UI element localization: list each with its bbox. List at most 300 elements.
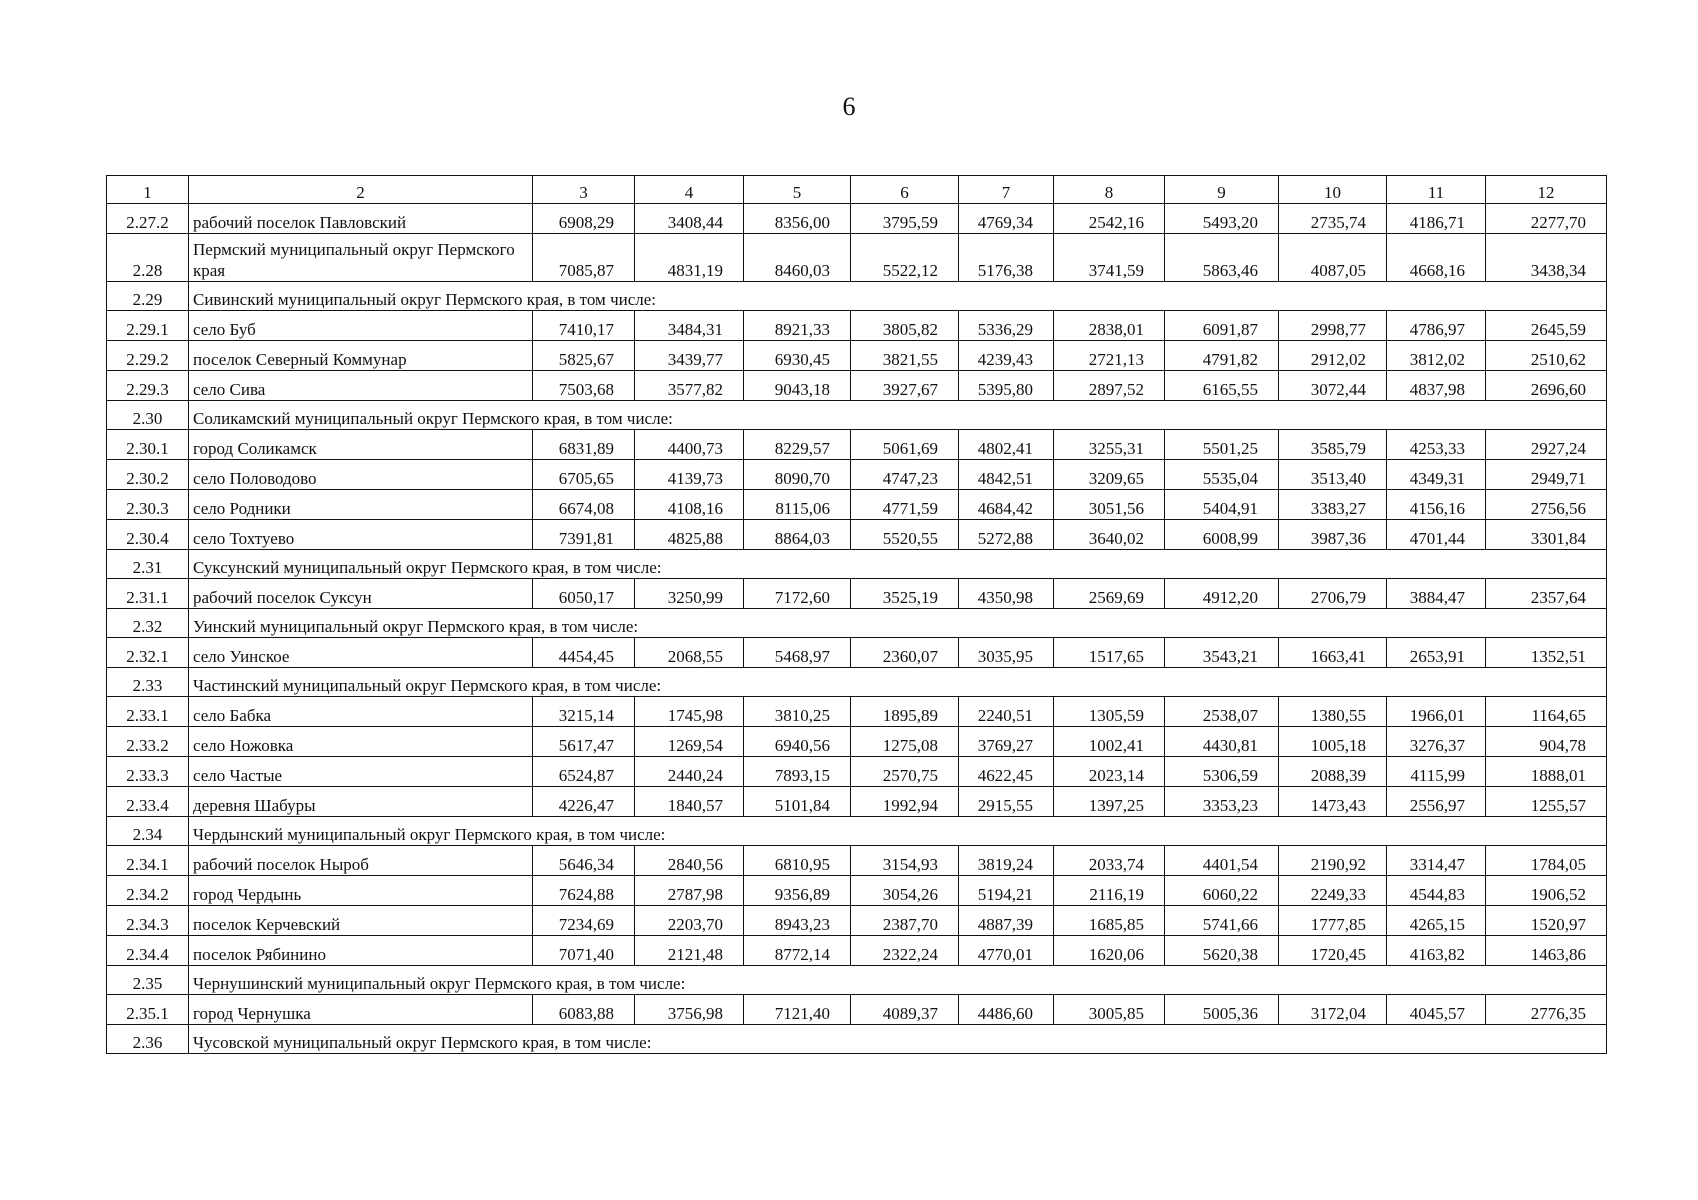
value-cell: 6930,45 (744, 341, 851, 371)
group-name: Частинский муниципальный округ Пермского края, в том числе: (189, 668, 1607, 697)
group-row (107, 668, 1607, 697)
value-cell: 2538,07 (1165, 697, 1279, 727)
value-cell: 4684,42 (959, 490, 1054, 520)
row-code: 2.33.3 (107, 757, 189, 787)
value-cell: 2756,56 (1486, 490, 1607, 520)
value-cell: 6083,88 (533, 995, 635, 1025)
value-cell: 2542,16 (1054, 204, 1165, 234)
row-name: рабочий поселок Павловский (189, 204, 533, 234)
row-name: город Соликамск (189, 430, 533, 460)
column-header: 6 (851, 176, 959, 204)
value-cell: 1473,43 (1279, 787, 1387, 817)
value-cell: 6810,95 (744, 846, 851, 876)
row-code: 2.34.2 (107, 876, 189, 906)
value-cell: 5863,46 (1165, 234, 1279, 282)
value-cell: 4887,39 (959, 906, 1054, 936)
table-row (107, 727, 1607, 757)
value-cell: 2440,24 (635, 757, 744, 787)
value-cell: 3438,34 (1486, 234, 1607, 282)
value-cell: 1275,08 (851, 727, 959, 757)
group-row (107, 966, 1607, 995)
value-cell: 4401,54 (1165, 846, 1279, 876)
value-cell: 4771,59 (851, 490, 959, 520)
row-name: село Половодово (189, 460, 533, 490)
row-name: село Сива (189, 371, 533, 401)
row-name: рабочий поселок Ныроб (189, 846, 533, 876)
value-cell: 5005,36 (1165, 995, 1279, 1025)
value-cell: 3072,44 (1279, 371, 1387, 401)
value-cell: 4770,01 (959, 936, 1054, 966)
value-cell: 2033,74 (1054, 846, 1165, 876)
table-row (107, 936, 1607, 966)
value-cell: 4747,23 (851, 460, 959, 490)
column-header: 3 (533, 176, 635, 204)
row-code: 2.31 (107, 550, 189, 579)
group-row (107, 609, 1607, 638)
value-cell: 3314,47 (1387, 846, 1486, 876)
value-cell: 4265,15 (1387, 906, 1486, 936)
row-code: 2.31.1 (107, 579, 189, 609)
row-name: рабочий поселок Суксун (189, 579, 533, 609)
value-cell: 5825,67 (533, 341, 635, 371)
value-cell: 4108,16 (635, 490, 744, 520)
value-cell: 8460,03 (744, 234, 851, 282)
value-cell: 8115,06 (744, 490, 851, 520)
table-row (107, 697, 1607, 727)
value-cell: 8356,00 (744, 204, 851, 234)
value-cell: 1520,97 (1486, 906, 1607, 936)
value-cell: 7234,69 (533, 906, 635, 936)
value-cell: 1005,18 (1279, 727, 1387, 757)
value-cell: 4769,34 (959, 204, 1054, 234)
value-cell: 2088,39 (1279, 757, 1387, 787)
value-cell: 2706,79 (1279, 579, 1387, 609)
value-cell: 2998,77 (1279, 311, 1387, 341)
value-cell: 6165,55 (1165, 371, 1279, 401)
value-cell: 8090,70 (744, 460, 851, 490)
value-cell: 3927,67 (851, 371, 959, 401)
value-cell: 4349,31 (1387, 460, 1486, 490)
value-cell: 8921,33 (744, 311, 851, 341)
row-name: село Ножовка (189, 727, 533, 757)
value-cell: 2949,71 (1486, 460, 1607, 490)
value-cell: 2645,59 (1486, 311, 1607, 341)
value-cell: 2190,92 (1279, 846, 1387, 876)
value-cell: 1906,52 (1486, 876, 1607, 906)
value-cell: 6050,17 (533, 579, 635, 609)
value-cell: 4045,57 (1387, 995, 1486, 1025)
value-cell: 6091,87 (1165, 311, 1279, 341)
value-cell: 5501,25 (1165, 430, 1279, 460)
value-cell: 3805,82 (851, 311, 959, 341)
value-cell: 3543,21 (1165, 638, 1279, 668)
column-header: 5 (744, 176, 851, 204)
value-cell: 9356,89 (744, 876, 851, 906)
group-name: Уинский муниципальный округ Пермского края, в том числе: (189, 609, 1607, 638)
row-name: поселок Керчевский (189, 906, 533, 936)
value-cell: 5468,97 (744, 638, 851, 668)
value-cell: 5404,91 (1165, 490, 1279, 520)
row-code: 2.35 (107, 966, 189, 995)
value-cell: 3054,26 (851, 876, 959, 906)
table-row (107, 234, 1607, 282)
value-cell: 5646,34 (533, 846, 635, 876)
row-code: 2.30.2 (107, 460, 189, 490)
value-cell: 5535,04 (1165, 460, 1279, 490)
value-cell: 2023,14 (1054, 757, 1165, 787)
row-code: 2.30 (107, 401, 189, 430)
value-cell: 1840,57 (635, 787, 744, 817)
value-cell: 1784,05 (1486, 846, 1607, 876)
value-cell: 1269,54 (635, 727, 744, 757)
group-name: Чердынский муниципальный округ Пермского края, в том числе: (189, 817, 1607, 846)
row-code: 2.30.3 (107, 490, 189, 520)
value-cell: 3301,84 (1486, 520, 1607, 550)
group-row (107, 401, 1607, 430)
value-cell: 4831,19 (635, 234, 744, 282)
value-cell: 3383,27 (1279, 490, 1387, 520)
value-cell: 7624,88 (533, 876, 635, 906)
row-code: 2.34.4 (107, 936, 189, 966)
value-cell: 8864,03 (744, 520, 851, 550)
row-name: поселок Рябинино (189, 936, 533, 966)
value-cell: 6940,56 (744, 727, 851, 757)
value-cell: 1305,59 (1054, 697, 1165, 727)
row-code: 2.32 (107, 609, 189, 638)
value-cell: 2556,97 (1387, 787, 1486, 817)
value-cell: 4350,98 (959, 579, 1054, 609)
value-cell: 7085,87 (533, 234, 635, 282)
value-cell: 6831,89 (533, 430, 635, 460)
value-cell: 4163,82 (1387, 936, 1486, 966)
value-cell: 904,78 (1486, 727, 1607, 757)
value-cell: 4837,98 (1387, 371, 1486, 401)
table-row (107, 341, 1607, 371)
value-cell: 7071,40 (533, 936, 635, 966)
value-cell: 4226,47 (533, 787, 635, 817)
value-cell: 5520,55 (851, 520, 959, 550)
value-cell: 4239,43 (959, 341, 1054, 371)
value-cell: 5101,84 (744, 787, 851, 817)
row-code: 2.30.1 (107, 430, 189, 460)
value-cell: 3408,44 (635, 204, 744, 234)
table-row (107, 876, 1607, 906)
table-row (107, 520, 1607, 550)
row-name: деревня Шабуры (189, 787, 533, 817)
value-cell: 3769,27 (959, 727, 1054, 757)
row-name: город Чердынь (189, 876, 533, 906)
value-cell: 2203,70 (635, 906, 744, 936)
value-cell: 3577,82 (635, 371, 744, 401)
value-cell: 7121,40 (744, 995, 851, 1025)
value-cell: 5272,88 (959, 520, 1054, 550)
value-cell: 1463,86 (1486, 936, 1607, 966)
value-cell: 4486,60 (959, 995, 1054, 1025)
value-cell: 2121,48 (635, 936, 744, 966)
value-cell: 4668,16 (1387, 234, 1486, 282)
value-cell: 5061,69 (851, 430, 959, 460)
column-header: 2 (189, 176, 533, 204)
value-cell: 3035,95 (959, 638, 1054, 668)
value-cell: 2735,74 (1279, 204, 1387, 234)
value-cell: 5493,20 (1165, 204, 1279, 234)
value-cell: 7503,68 (533, 371, 635, 401)
value-cell: 3810,25 (744, 697, 851, 727)
value-cell: 2912,02 (1279, 341, 1387, 371)
row-name: село Бабка (189, 697, 533, 727)
row-name: поселок Северный Коммунар (189, 341, 533, 371)
value-cell: 2116,19 (1054, 876, 1165, 906)
value-cell: 2360,07 (851, 638, 959, 668)
group-name: Чусовской муниципальный округ Пермского края, в том числе: (189, 1025, 1607, 1054)
row-code: 2.36 (107, 1025, 189, 1054)
value-cell: 5395,80 (959, 371, 1054, 401)
row-name: город Чернушка (189, 995, 533, 1025)
tariff-table (106, 175, 1607, 1054)
value-cell: 1517,65 (1054, 638, 1165, 668)
row-code: 2.29.3 (107, 371, 189, 401)
table-header-row (107, 176, 1607, 204)
row-name: село Тохтуево (189, 520, 533, 550)
value-cell: 1888,01 (1486, 757, 1607, 787)
value-cell: 4454,45 (533, 638, 635, 668)
group-row (107, 282, 1607, 311)
table-row (107, 430, 1607, 460)
value-cell: 4400,73 (635, 430, 744, 460)
value-cell: 4802,41 (959, 430, 1054, 460)
group-row (107, 1025, 1607, 1054)
table-row (107, 490, 1607, 520)
value-cell: 1164,65 (1486, 697, 1607, 727)
value-cell: 1352,51 (1486, 638, 1607, 668)
row-name: село Буб (189, 311, 533, 341)
value-cell: 4253,33 (1387, 430, 1486, 460)
value-cell: 3250,99 (635, 579, 744, 609)
table-row (107, 906, 1607, 936)
value-cell: 2357,64 (1486, 579, 1607, 609)
row-name: село Уинское (189, 638, 533, 668)
value-cell: 3276,37 (1387, 727, 1486, 757)
value-cell: 2570,75 (851, 757, 959, 787)
row-code: 2.34.3 (107, 906, 189, 936)
column-header: 4 (635, 176, 744, 204)
value-cell: 5522,12 (851, 234, 959, 282)
value-cell: 2387,70 (851, 906, 959, 936)
column-header: 10 (1279, 176, 1387, 204)
row-code: 2.29.1 (107, 311, 189, 341)
row-code: 2.30.4 (107, 520, 189, 550)
value-cell: 1966,01 (1387, 697, 1486, 727)
value-cell: 2322,24 (851, 936, 959, 966)
value-cell: 3812,02 (1387, 341, 1486, 371)
table-row (107, 371, 1607, 401)
value-cell: 7410,17 (533, 311, 635, 341)
value-cell: 2927,24 (1486, 430, 1607, 460)
value-cell: 1620,06 (1054, 936, 1165, 966)
value-cell: 8229,57 (744, 430, 851, 460)
value-cell: 3525,19 (851, 579, 959, 609)
value-cell: 6008,99 (1165, 520, 1279, 550)
column-header: 7 (959, 176, 1054, 204)
value-cell: 4089,37 (851, 995, 959, 1025)
value-cell: 4842,51 (959, 460, 1054, 490)
value-cell: 2915,55 (959, 787, 1054, 817)
value-cell: 2653,91 (1387, 638, 1486, 668)
value-cell: 1992,94 (851, 787, 959, 817)
value-cell: 1895,89 (851, 697, 959, 727)
value-cell: 2787,98 (635, 876, 744, 906)
table-row (107, 638, 1607, 668)
value-cell: 5617,47 (533, 727, 635, 757)
value-cell: 4701,44 (1387, 520, 1486, 550)
value-cell: 5306,59 (1165, 757, 1279, 787)
column-header: 1 (107, 176, 189, 204)
row-code: 2.29 (107, 282, 189, 311)
value-cell: 1380,55 (1279, 697, 1387, 727)
value-cell: 4544,83 (1387, 876, 1486, 906)
value-cell: 3154,93 (851, 846, 959, 876)
table-row (107, 757, 1607, 787)
value-cell: 5620,38 (1165, 936, 1279, 966)
value-cell: 1255,57 (1486, 787, 1607, 817)
value-cell: 1685,85 (1054, 906, 1165, 936)
table-row (107, 460, 1607, 490)
value-cell: 8943,23 (744, 906, 851, 936)
value-cell: 4912,20 (1165, 579, 1279, 609)
group-name: Соликамский муниципальный округ Пермского края, в том числе: (189, 401, 1607, 430)
value-cell: 3353,23 (1165, 787, 1279, 817)
group-name: Чернушинский муниципальный округ Пермского края, в том числе: (189, 966, 1607, 995)
group-name: Сивинский муниципальный округ Пермского края, в том числе: (189, 282, 1607, 311)
value-cell: 4622,45 (959, 757, 1054, 787)
value-cell: 1777,85 (1279, 906, 1387, 936)
value-cell: 6674,08 (533, 490, 635, 520)
value-cell: 3987,36 (1279, 520, 1387, 550)
value-cell: 4430,81 (1165, 727, 1279, 757)
column-header: 12 (1486, 176, 1607, 204)
value-cell: 4186,71 (1387, 204, 1486, 234)
value-cell: 4786,97 (1387, 311, 1486, 341)
value-cell: 1397,25 (1054, 787, 1165, 817)
table-row (107, 311, 1607, 341)
table-body (107, 176, 1607, 1054)
row-name: село Частые (189, 757, 533, 787)
row-code: 2.34 (107, 817, 189, 846)
value-cell: 4139,73 (635, 460, 744, 490)
row-code: 2.33.1 (107, 697, 189, 727)
value-cell: 3209,65 (1054, 460, 1165, 490)
value-cell: 2696,60 (1486, 371, 1607, 401)
row-name: Пермский муниципальный округ Пермского края (189, 234, 533, 282)
value-cell: 3005,85 (1054, 995, 1165, 1025)
row-code: 2.32.1 (107, 638, 189, 668)
value-cell: 2068,55 (635, 638, 744, 668)
value-cell: 7172,60 (744, 579, 851, 609)
value-cell: 6524,87 (533, 757, 635, 787)
row-code: 2.28 (107, 234, 189, 282)
value-cell: 6060,22 (1165, 876, 1279, 906)
value-cell: 2776,35 (1486, 995, 1607, 1025)
row-code: 2.33.2 (107, 727, 189, 757)
value-cell: 3741,59 (1054, 234, 1165, 282)
table-row (107, 787, 1607, 817)
value-cell: 2721,13 (1054, 341, 1165, 371)
value-cell: 5194,21 (959, 876, 1054, 906)
value-cell: 2569,69 (1054, 579, 1165, 609)
value-cell: 3756,98 (635, 995, 744, 1025)
value-cell: 3819,24 (959, 846, 1054, 876)
row-code: 2.35.1 (107, 995, 189, 1025)
value-cell: 3795,59 (851, 204, 959, 234)
group-row (107, 550, 1607, 579)
value-cell: 3821,55 (851, 341, 959, 371)
value-cell: 2840,56 (635, 846, 744, 876)
value-cell: 5336,29 (959, 311, 1054, 341)
page-number: 6 (842, 92, 856, 121)
value-cell: 2897,52 (1054, 371, 1165, 401)
group-name: Суксунский муниципальный округ Пермского края, в том числе: (189, 550, 1607, 579)
value-cell: 7391,81 (533, 520, 635, 550)
value-cell: 7893,15 (744, 757, 851, 787)
value-cell: 3439,77 (635, 341, 744, 371)
value-cell: 3585,79 (1279, 430, 1387, 460)
row-name: село Родники (189, 490, 533, 520)
value-cell: 2510,62 (1486, 341, 1607, 371)
row-code: 2.33 (107, 668, 189, 697)
value-cell: 3255,31 (1054, 430, 1165, 460)
value-cell: 2277,70 (1486, 204, 1607, 234)
group-row (107, 817, 1607, 846)
row-code: 2.27.2 (107, 204, 189, 234)
value-cell: 1663,41 (1279, 638, 1387, 668)
row-code: 2.34.1 (107, 846, 189, 876)
value-cell: 4791,82 (1165, 341, 1279, 371)
value-cell: 4115,99 (1387, 757, 1486, 787)
value-cell: 2838,01 (1054, 311, 1165, 341)
value-cell: 2240,51 (959, 697, 1054, 727)
value-cell: 8772,14 (744, 936, 851, 966)
value-cell: 3884,47 (1387, 579, 1486, 609)
row-code: 2.33.4 (107, 787, 189, 817)
value-cell: 1720,45 (1279, 936, 1387, 966)
table-row (107, 995, 1607, 1025)
table-row (107, 846, 1607, 876)
value-cell: 9043,18 (744, 371, 851, 401)
value-cell: 3640,02 (1054, 520, 1165, 550)
column-header: 8 (1054, 176, 1165, 204)
value-cell: 3051,56 (1054, 490, 1165, 520)
value-cell: 3513,40 (1279, 460, 1387, 490)
value-cell: 3215,14 (533, 697, 635, 727)
value-cell: 4156,16 (1387, 490, 1486, 520)
value-cell: 5176,38 (959, 234, 1054, 282)
value-cell: 6908,29 (533, 204, 635, 234)
table-row (107, 204, 1607, 234)
value-cell: 4087,05 (1279, 234, 1387, 282)
table-row (107, 579, 1607, 609)
value-cell: 3484,31 (635, 311, 744, 341)
row-code: 2.29.2 (107, 341, 189, 371)
value-cell: 3172,04 (1279, 995, 1387, 1025)
value-cell: 5741,66 (1165, 906, 1279, 936)
value-cell: 6705,65 (533, 460, 635, 490)
value-cell: 4825,88 (635, 520, 744, 550)
value-cell: 1745,98 (635, 697, 744, 727)
column-header: 9 (1165, 176, 1279, 204)
value-cell: 1002,41 (1054, 727, 1165, 757)
column-header: 11 (1387, 176, 1486, 204)
value-cell: 2249,33 (1279, 876, 1387, 906)
